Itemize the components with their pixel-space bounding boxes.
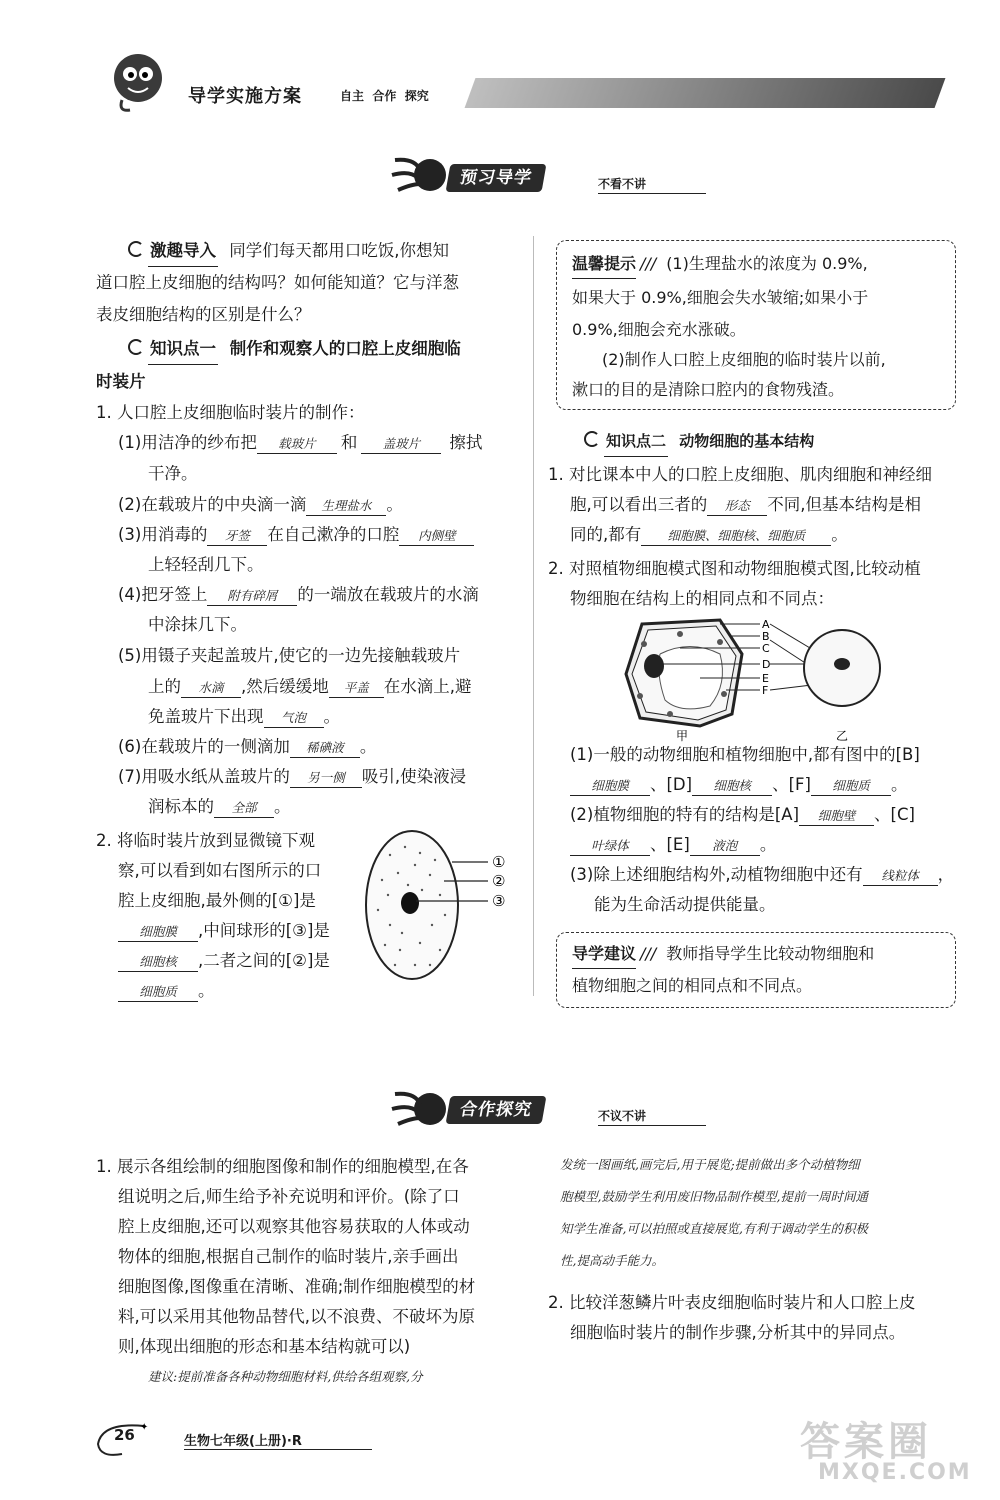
tip1-line4: (2)制作人口腔上皮细胞的临时装片以前, (602, 350, 886, 369)
kp1-s3c: 上轻轻刮几下。 (148, 555, 264, 574)
coop-p2: 组说明之后,师生给予补充说明和评价。(除了口 (118, 1187, 460, 1206)
answer-blank: 全部 (214, 799, 274, 818)
kp2-tag: 知识点二 (604, 426, 668, 457)
kp1-q1: 1. 人口腔上皮细胞临时装片的制作： (96, 403, 365, 422)
kp1-q2f: 细胞质 。 (118, 976, 215, 1006)
kp1-q2a: 2. 将临时装片放到显微镜下观 (96, 831, 315, 850)
moon-icon (584, 431, 600, 447)
kp2-q1a: 1. 对比课本中人的口腔上皮细胞、肌肉细胞和神经细 (548, 465, 932, 484)
answer-blank: 细胞核 (118, 953, 198, 972)
kp1-title: 制作和观察人的口腔上皮细胞临 (229, 339, 461, 358)
kp2-s1b: 细胞膜 、[D] 细胞核 、[F] 细胞质 。 (570, 770, 907, 800)
kp1-s4: (4)把牙签上 附有碎屑 的一端放在载玻片的水滴 (118, 585, 479, 604)
tip1-line5: 漱口的目的是清除口腔内的食物残渣。 (572, 380, 845, 399)
coop-p4: 物体的细胞,根据自己制作的临时装片,亲手画出 (118, 1247, 459, 1266)
kp2-s1a: (1)一般的动物细胞和植物细胞中,都有图中的[B] (570, 745, 920, 764)
kp1-s1: (1)用洁净的纱布把 载玻片 和 盖玻片 擦拭 (118, 433, 483, 452)
answer-blank: 液泡 (690, 837, 760, 856)
answer-blank: 牙签 (207, 527, 267, 546)
banner-preview-sub: 不看不讲 (598, 175, 706, 194)
answer-blank: 附有碎屑 (207, 587, 297, 606)
intro-text-1: 同学们每天都用口吃饭,你想知 (229, 241, 449, 260)
coop-q2b: 细胞临时装片的制作步骤,分析其中的异同点。 (570, 1323, 906, 1342)
kp2-s2a: (2)植物细胞的特有的结构是[A] 细胞壁 、[C] (570, 805, 915, 824)
answer-blank: 细胞质 (118, 983, 198, 1002)
fig-label-2: ② (492, 872, 506, 890)
watermark-logo: 答案圈 (800, 1419, 932, 1465)
kp1-s4c: 中涂抹几下。 (148, 615, 247, 634)
header-band (465, 78, 946, 108)
kp2-q2b: 物细胞在结构上的相同点和不同点： (570, 589, 834, 608)
watermark-url: MXQE.COM (818, 1460, 972, 1485)
tip1-label: 温馨提示 (572, 250, 636, 279)
coop-p1: 1. 展示各组绘制的细胞图像和制作的细胞模型,在各 (96, 1157, 469, 1176)
page-number: 26 (114, 1426, 135, 1444)
answer-blank: 气泡 (264, 709, 324, 728)
kp1-title-row (128, 334, 461, 365)
answer-blank: 形态 (707, 497, 767, 516)
cell-comparison-figure (620, 614, 910, 744)
fig-letter-e: E (762, 672, 769, 685)
kp1-s6: (6)在载玻片的一侧滴加 稀碘液 。 (118, 737, 377, 756)
tip1-line1: 温馨提示 /// (1)生理盐水的浓度为 0.9%, (572, 250, 868, 279)
kp2-s3c: 能为生命活动提供能量。 (594, 895, 776, 914)
fig-letter-d: D (762, 658, 771, 671)
answer-blank: 平盖 (329, 679, 384, 698)
fig-letter-a: A (762, 618, 770, 631)
column-divider (533, 236, 534, 996)
coop-p5: 细胞图像,图像重在清晰、准确;制作细胞模型的材 (118, 1277, 476, 1296)
kp1-s7: (7)用吸水纸从盖玻片的 另一侧 吸引,使染液浸 (118, 767, 467, 786)
intro-line-1 (128, 236, 449, 267)
kp2-s2c: 叶绿体 、[E] 液泡 。 (570, 830, 776, 860)
kp1-q2e: 细胞核 ,二者之间的[②]是 (118, 946, 330, 976)
fig-letter-b: B (762, 630, 770, 643)
answer-blank: 细胞膜 (570, 777, 650, 796)
fig-caption-yi: 乙 (836, 729, 849, 743)
answer-blank: 细胞膜 (118, 923, 198, 942)
moon-icon (128, 339, 144, 355)
answer-blank: 稀碘液 (290, 739, 360, 758)
answer-blank: 生理盐水 (306, 497, 386, 516)
coop-p6: 料,可以采用其他物品替代,以不浪费、不破坏为原 (118, 1307, 475, 1326)
fig-letter-f: F (762, 684, 769, 697)
intro-line-2: 道口腔上皮细胞的结构吗？如何能知道？它与洋葱 (96, 273, 459, 292)
coop-note-4: 知学生准备,可以拍照或直接展览,有利于调动学生的积极 (560, 1221, 868, 1236)
kp2-title-row (584, 426, 814, 457)
kp1-s5e: 免盖玻片下出现 气泡 。 (148, 707, 340, 726)
fig-letter-c: C (762, 642, 770, 655)
footer-book: 生物七年级(上册)·R (184, 1430, 372, 1450)
fig-label-1: ① (492, 853, 506, 871)
answer-blank: 载玻片 (257, 435, 337, 454)
kp2-q1b: 胞,可以看出三者的 形态 不同,但基本结构是相 (570, 495, 921, 514)
kp2-q2a: 2. 对照植物细胞模式图和动物细胞模式图,比较动植 (548, 559, 921, 578)
answer-blank: 细胞壁 (799, 807, 874, 826)
fig-label-3: ③ (492, 892, 506, 910)
kp1-s2: (2)在载玻片的中央滴一滴 生理盐水 。 (118, 495, 403, 514)
kp1-s1d: 干净。 (148, 464, 198, 483)
coop-p7: 则,体现出细胞的形态和基本结构就可以) (118, 1337, 411, 1356)
kp1-s5a: (5)用镊子夹起盖玻片,使它的一边先接触载玻片 (118, 646, 461, 665)
answer-blank: 细胞核 (692, 777, 772, 796)
tip1-line3: 0.9%,细胞会充水涨破。 (572, 320, 746, 339)
answer-blank: 线粒体 (863, 867, 938, 886)
answer-blank: 另一侧 (290, 769, 362, 788)
kp1-q2b: 察,可以看到如右图所示的口 (118, 861, 322, 880)
intro-line-3: 表皮细胞结构的区别是什么？ (96, 305, 311, 324)
answer-blank: 盖玻片 (361, 435, 441, 454)
svg-text:✦: ✦ (140, 1422, 149, 1433)
kp1-q2d: 细胞膜 ,中间球形的[③]是 (118, 916, 330, 946)
kp1-s7c: 润标本的 全部 。 (148, 797, 291, 816)
kp1-s3: (3)用消毒的 牙签 在自己漱净的口腔 内侧壁 (118, 520, 474, 550)
answer-blank: 水滴 (181, 679, 241, 698)
tip2-label: 导学建议 (572, 940, 636, 969)
tip2-line1: 导学建议 /// 教师指导学生比较动物细胞和 (572, 940, 874, 969)
tip1-line2: 如果大于 0.9%,细胞会失水皱缩;如果小于 (572, 288, 869, 307)
header-title: 导学实施方案 (188, 86, 302, 107)
kp2-s3a: (3)除上述细胞结构外,动植物细胞中还有 线粒体 ， (570, 865, 955, 884)
coop-note-1: 建议:提前准备各种动物细胞材料,供给各组观察,分 (148, 1369, 423, 1384)
coop-q2a: 2. 比较洋葱鳞片叶表皮细胞临时装片和人口腔上皮 (548, 1293, 916, 1312)
moon-icon (128, 241, 144, 257)
coop-note-5: 性,提高动手能力。 (560, 1253, 664, 1268)
kp1-tag: 知识点一 (148, 334, 218, 365)
coop-note-2: 发统一图画纸,画完后,用于展览;提前做出多个动植物细 (560, 1157, 860, 1172)
banner-preview: 预习导学 (446, 164, 547, 192)
cheek-cell-figure (360, 825, 520, 990)
intro-tag: 激趣导入 (148, 236, 218, 267)
mascot-logo (100, 48, 170, 118)
fig-caption-jia: 甲 (676, 729, 689, 743)
answer-blank: 细胞膜、细胞核、细胞质 (641, 527, 831, 546)
kp2-q1d: 同的,都有 细胞膜、细胞核、细胞质 。 (570, 525, 848, 544)
banner-cooperate: 合作探究 (446, 1096, 547, 1124)
coop-note-3: 胞模型,鼓励学生利用废旧物品制作模型,提前一周时间通 (560, 1189, 868, 1204)
coop-p3: 腔上皮细胞,还可以观察其他容易获取的人体或动 (118, 1217, 470, 1236)
answer-blank: 内侧壁 (399, 527, 474, 546)
kp1-q2c: 腔上皮细胞,最外侧的[①]是 (118, 891, 316, 910)
banner-cooperate-sub: 不议不讲 (598, 1107, 706, 1126)
kp2-title: 动物细胞的基本结构 (679, 432, 815, 450)
tip2-line2: 植物细胞之间的相同点和不同点。 (572, 976, 813, 995)
header-subtitle: 自主 合作 探究 (340, 89, 429, 103)
kp1-title-b: 时装片 (96, 372, 146, 391)
answer-blank: 细胞质 (811, 777, 891, 796)
answer-blank: 叶绿体 (570, 837, 650, 856)
kp1-s5b: 上的 水滴 ,然后缓缓地 平盖 在水滴上,避 (148, 677, 472, 696)
